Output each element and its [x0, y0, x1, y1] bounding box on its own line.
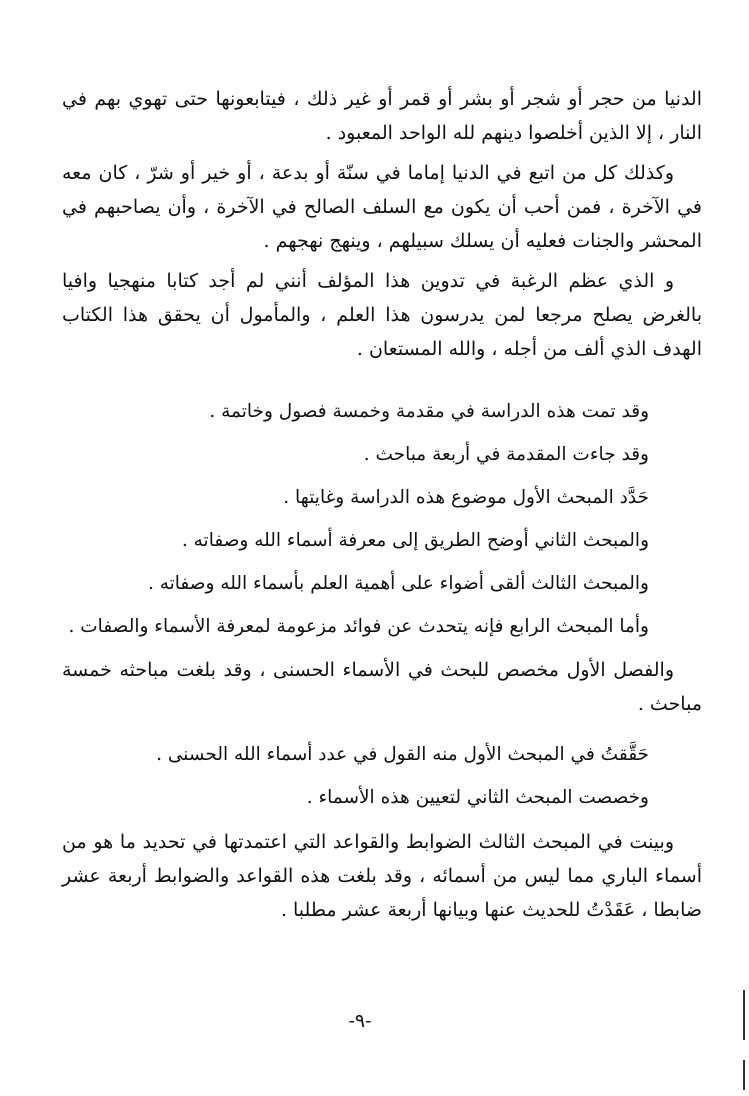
paragraph-2: وكذلك كل من اتبع في الدنيا إماما في سنّة أو بدعة ، أو خير أو شرّ ، كان معه في الآخرة ، فمن أحب أن يكون مع السلف الصالح في الآخرة ، وأن يصاحبهم في المحشر والجنات فعليه أن يسلك سبيلهم ، وينهج نهجهم . [62, 162, 702, 252]
line-study-structure: وقد تمت هذه الدراسة في مقدمة وخمسة فصول وخاتمة . [209, 401, 649, 422]
line-chapter-section-1: حَقَّقتُ في المبحث الأول منه القول في عدد أسماء الله الحسنى . [156, 744, 649, 765]
paragraph-chapter-one: والفصل الأول مخصص للبحث في الأسماء الحسنى ، وقد بلغت مباحثه خمسة مباحث . [62, 659, 702, 715]
final-text [62, 825, 702, 927]
line-section-4: وأما المبحث الرابع فإنه يتحدث عن فوائد مزعومة لمعرفة الأسماء والصفات . [68, 616, 649, 637]
line-chapter-section-2: وخصصت المبحث الثاني لتعيين هذه الأسماء . [306, 787, 649, 808]
intro-text [62, 82, 702, 366]
scan-edge-mark [743, 1060, 745, 1090]
line-section-3: والمبحث الثالث ألقى أضواء على أهمية العلم بأسماء الله وصفاته . [147, 573, 649, 594]
paragraph-final: وبينت في المبحث الثالث الضوابط والقواعد التي اعتمدتها في تحديد ما هو من أسماء الباري مما ليس من أسمائه ، وقد بلغت هذه القواعد والضوابط أربعة عشر ضابطا ، عَقَدْتُ للحديث عنها وبيانها أربعة عشر مطلبا . [62, 831, 702, 921]
scan-edge-mark [743, 990, 745, 1040]
page-number: -٩- [348, 1010, 372, 1032]
line-introduction: وقد جاءت المقدمة في أربعة مباحث . [363, 444, 649, 465]
line-section-1: حَدَّد المبحث الأول موضوع هذه الدراسة وغايتها . [283, 487, 649, 508]
chapter-one-text [62, 653, 702, 721]
paragraph-3: و الذي عظم الرغبة في تدوين هذا المؤلف أنني لم أجد كتابا منهجيا وافيا بالغرض يصلح مرجعا لمن يدرسون هذا العلم ، والمأمول أن يحقق هذا الكتاب الهدف الذي ألف من أجله ، والله المستعان . [62, 270, 702, 360]
paragraph-1: الدنيا من حجر أو شجر أو بشر أو قمر أو غير ذلك ، فيتابعونها حتى تهوي بهم في النار ، إلا الذين أخلصوا دينهم لله الواحد المعبود . [62, 88, 702, 144]
line-section-2: والمبحث الثاني أوضح الطريق إلى معرفة أسماء الله وصفاته . [181, 530, 649, 551]
